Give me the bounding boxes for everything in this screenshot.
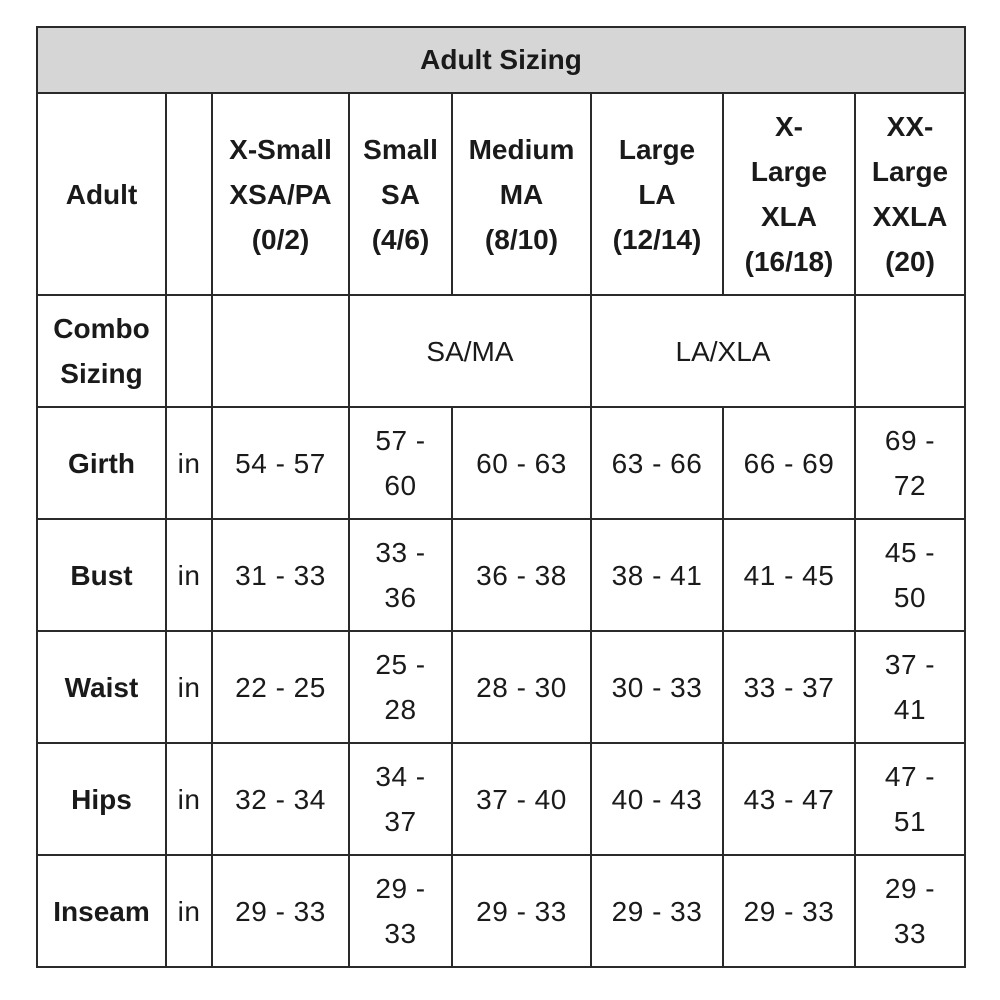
size-header-row [37, 93, 965, 295]
unit-cell: in [166, 631, 212, 743]
value-line: 38 - 41 [611, 559, 703, 591]
value-line: 51 [893, 806, 927, 837]
value-cell [723, 743, 855, 855]
value-cell [723, 407, 855, 519]
size-header-large [591, 93, 723, 295]
value-cell [723, 631, 855, 743]
header-unit-blank [166, 93, 212, 295]
header-line: (12/14) [612, 223, 702, 255]
value-cell [452, 519, 591, 631]
table-row-hips [37, 743, 965, 855]
row-label: Waist [37, 631, 166, 743]
value-line: 41 [893, 694, 927, 725]
table-row-inseam [37, 855, 965, 967]
value-line: 66 - 69 [743, 447, 835, 479]
value-line: 29 - [375, 873, 426, 904]
value-line: 43 - 47 [743, 783, 835, 815]
header-line: X- [775, 111, 803, 142]
value-cell [723, 855, 855, 967]
adult-sizing-table [36, 26, 966, 968]
value-cell [212, 631, 349, 743]
value-line: 50 [893, 582, 927, 613]
value-cell [349, 631, 452, 743]
value-line: 45 - [884, 537, 936, 568]
combo-cell-xsmall [212, 295, 349, 407]
value-line: 28 [384, 694, 417, 725]
header-line: XLA [761, 201, 817, 232]
header-line: (16/18) [744, 246, 834, 277]
unit-cell: in [166, 519, 212, 631]
value-cell [591, 519, 723, 631]
size-header-xxlarge [855, 93, 965, 295]
value-cell [452, 407, 591, 519]
header-line: XSA/PA [229, 178, 332, 210]
value-line: 54 - 57 [235, 447, 326, 479]
header-line: (0/2) [251, 223, 310, 255]
value-cell [855, 519, 965, 631]
header-line: X-Small [229, 133, 332, 165]
table-row-waist [37, 631, 965, 743]
row-label: Bust [37, 519, 166, 631]
value-line: 29 - 33 [743, 895, 835, 927]
table-row-girth [37, 407, 965, 519]
value-line: 37 [384, 806, 417, 837]
header-line: Large [750, 156, 828, 187]
value-line: 29 - 33 [611, 895, 703, 927]
value-line: 72 [893, 470, 927, 501]
combo-sizing-row [37, 295, 965, 407]
header-corner-label: Adult [37, 93, 166, 295]
value-cell [349, 407, 452, 519]
value-line: 36 [384, 582, 417, 613]
value-cell [452, 631, 591, 743]
value-line: 29 - [884, 873, 936, 904]
value-line: 31 - 33 [235, 559, 326, 591]
table-title: Adult Sizing [37, 27, 965, 93]
header-line: SA [381, 178, 420, 210]
value-cell [349, 519, 452, 631]
value-cell [723, 519, 855, 631]
combo-cell-sa-ma: SA/MA [349, 295, 591, 407]
value-line: 33 [384, 918, 417, 949]
value-cell [855, 407, 965, 519]
size-header-medium [452, 93, 591, 295]
header-line: LA [638, 178, 676, 210]
unit-cell: in [166, 855, 212, 967]
value-cell [212, 519, 349, 631]
row-label: Inseam [37, 855, 166, 967]
header-line: Small [363, 133, 438, 165]
value-cell [349, 855, 452, 967]
combo-cell-xxlarge [855, 295, 965, 407]
header-line: (8/10) [484, 223, 559, 255]
header-line: (20) [885, 246, 935, 277]
value-line: 63 - 66 [611, 447, 703, 479]
header-line: Large [871, 156, 949, 187]
value-line: 28 - 30 [476, 671, 567, 703]
value-line: 25 - [375, 649, 426, 680]
value-cell [855, 743, 965, 855]
size-header-small [349, 93, 452, 295]
value-line: 22 - 25 [235, 671, 326, 703]
table-row-bust [37, 519, 965, 631]
value-line: 60 [384, 470, 417, 501]
value-cell [855, 631, 965, 743]
size-header-xsmall [212, 93, 349, 295]
value-cell [349, 743, 452, 855]
value-cell [212, 743, 349, 855]
value-cell [591, 407, 723, 519]
value-line: 33 [893, 918, 927, 949]
value-line: 33 - [375, 537, 426, 568]
header-line: Large [618, 133, 696, 165]
value-cell [212, 407, 349, 519]
value-line: 29 - 33 [476, 895, 567, 927]
value-cell [591, 743, 723, 855]
value-cell [591, 631, 723, 743]
header-line: MA [499, 178, 544, 210]
value-cell [212, 855, 349, 967]
value-line: 57 - [375, 425, 426, 456]
header-line: Medium [468, 133, 575, 165]
value-cell [591, 855, 723, 967]
value-line: 60 - 63 [476, 447, 567, 479]
combo-cell-la-xla: LA/XLA [591, 295, 855, 407]
value-line: 36 - 38 [476, 559, 567, 591]
combo-unit-blank [166, 295, 212, 407]
unit-cell: in [166, 743, 212, 855]
header-line: XXLA [872, 201, 948, 232]
value-line: 33 - 37 [743, 671, 835, 703]
value-line: 40 - 43 [611, 783, 703, 815]
value-line: 30 - 33 [611, 671, 703, 703]
header-line: (4/6) [371, 223, 430, 255]
unit-cell: in [166, 407, 212, 519]
combo-label-line: Sizing [60, 358, 143, 389]
value-line: 34 - [375, 761, 426, 792]
value-line: 69 - [884, 425, 936, 456]
header-line: XX- [886, 111, 934, 142]
size-header-xlarge [723, 93, 855, 295]
row-label: Girth [37, 407, 166, 519]
value-cell [855, 855, 965, 967]
value-line: 41 - 45 [743, 559, 835, 591]
value-cell [452, 855, 591, 967]
row-label: Hips [37, 743, 166, 855]
value-line: 29 - 33 [235, 895, 326, 927]
value-line: 37 - [884, 649, 936, 680]
value-cell [452, 743, 591, 855]
combo-label-line: Combo [53, 313, 150, 344]
value-line: 32 - 34 [235, 783, 326, 815]
combo-sizing-label [37, 295, 166, 407]
value-line: 37 - 40 [476, 783, 567, 815]
value-line: 47 - [884, 761, 936, 792]
